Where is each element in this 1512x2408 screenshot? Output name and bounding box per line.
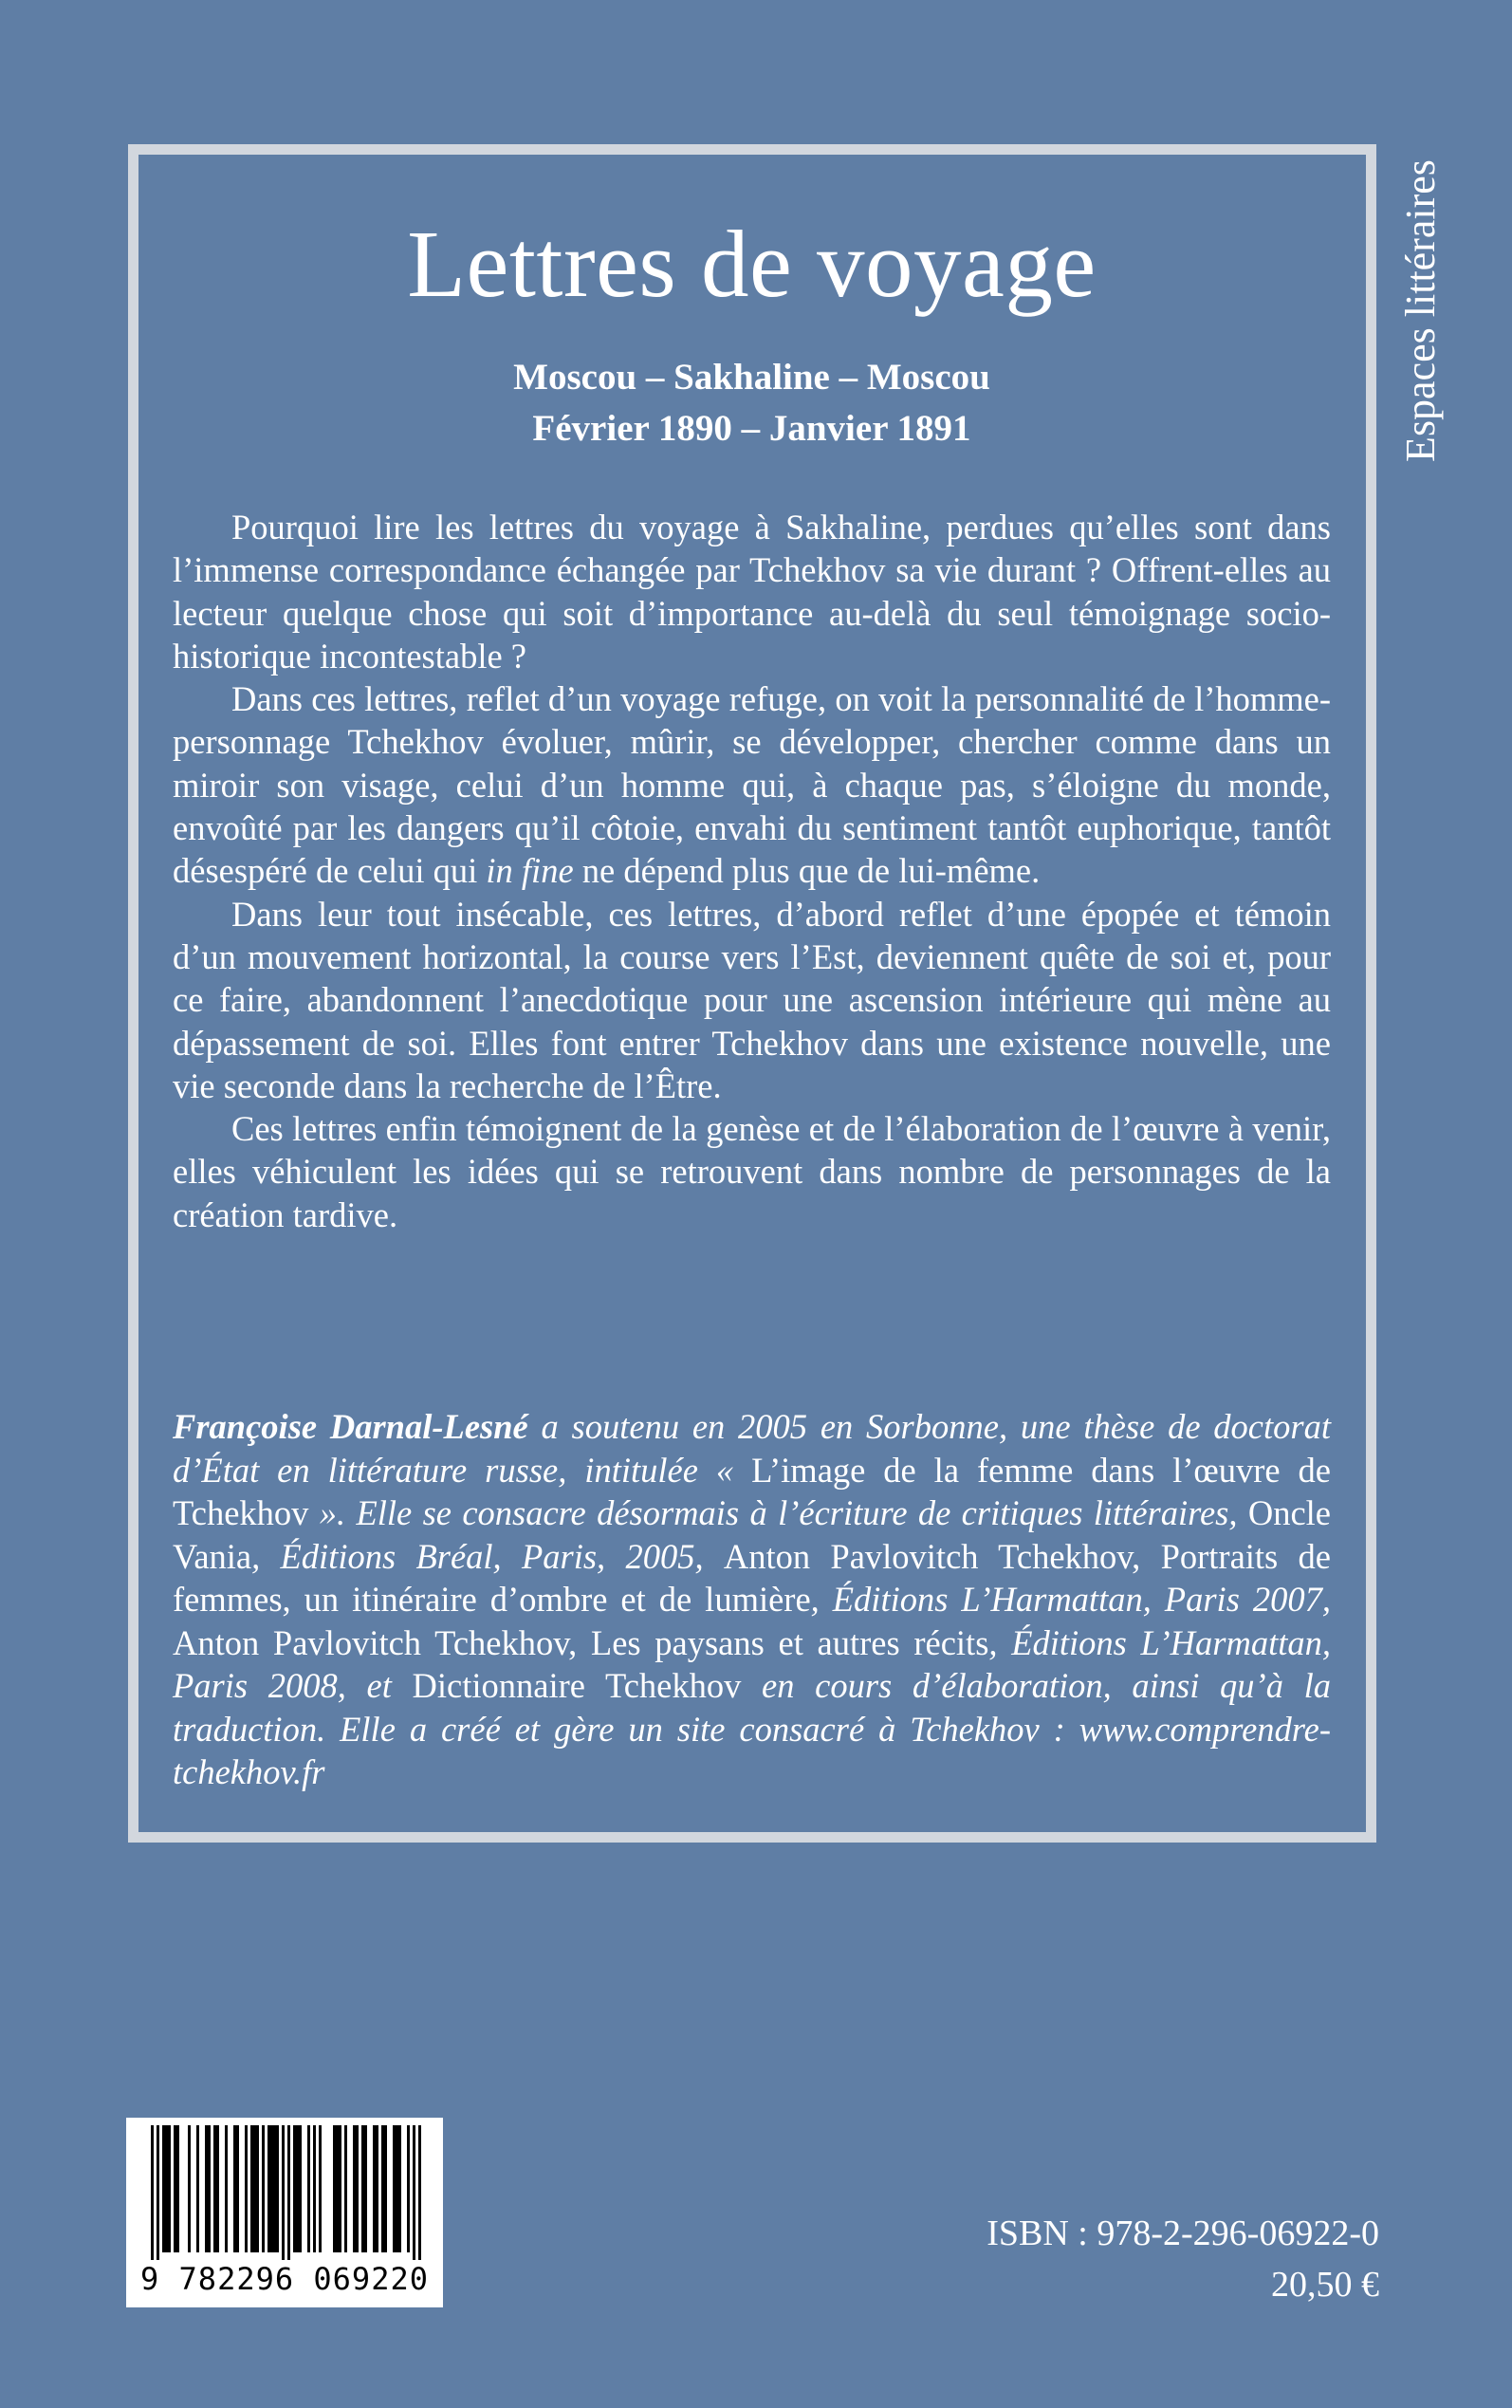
author-bio: Françoise Darnal-Lesné a soutenu en 2005 en Sorbonne, une thèse de doctorat d’État en littérature russe, intitulée « L’image de la femme dans l’œuvre de Tchekhov ». Elle se consacre désormais à l’écriture de critiques littéraires, Oncle Vania, Éditions Bréal, Paris, 2005, Anton Pavlovitch Tchekhov, Portraits de femmes, un itinéraire d’ombre et de lumière, Éditions L’Harmattan, Paris 2007, Anton Pavlovitch Tchekhov, Les paysans et autres récits, Éditions L’Harmattan, Paris 2008, et Dictionnaire Tchekhov en cours d’élaboration, ainsi qu’à la traduction. Elle a créé et gère un site consacré à Tchekhov : www.comprendre-tchekhov.fr [173, 1407, 1332, 1791]
barcode-bar [165, 2125, 168, 2252]
cover-content [173, 155, 1331, 1832]
barcode-bar [196, 2125, 199, 2252]
barcode-bar [176, 2125, 179, 2252]
barcode-bar [361, 2125, 364, 2252]
barcode-bar [364, 2125, 367, 2252]
barcode-bars [136, 2125, 437, 2260]
barcode-bar [236, 2125, 239, 2252]
barcode-bar [339, 2125, 341, 2252]
barcode-bar [413, 2125, 415, 2260]
barcode-bar [373, 2125, 376, 2252]
barcode-bar [174, 2125, 176, 2252]
book-title-3: Anton Pavlovitch Tchekhov, Les paysans et autres récits [173, 1622, 989, 1662]
barcode-bar [188, 2125, 191, 2252]
barcode-bar [250, 2125, 253, 2252]
blurb-paragraph-4: Ces lettres enfin témoignent de la genèse et de l’élaboration de l’œuvre à venir, elles véhiculent les idées qui se retrouvent dans nombre de personnages de la création tardive. [173, 1109, 1331, 1234]
book-title-2: Anton Pavlovitch Tchekhov, Portraits de femmes, un itinéraire d’ombre et de lumière [173, 1536, 1331, 1619]
barcode-bar [253, 2125, 256, 2252]
barcode-bar [333, 2125, 336, 2252]
barcode-bar [157, 2125, 159, 2260]
barcode-bar [418, 2125, 421, 2260]
barcode-bar [162, 2125, 165, 2252]
barcode-bar [262, 2125, 265, 2252]
isbn: ISBN : 978-2-296-06922-0 [986, 2214, 1379, 2253]
barcode-bar [307, 2125, 310, 2252]
barcode-bar [225, 2125, 228, 2252]
barcode-bar [168, 2125, 171, 2252]
barcode-bar [282, 2125, 285, 2260]
barcode-bar [270, 2125, 273, 2252]
barcode-bar [213, 2125, 216, 2252]
barcode-bar [293, 2125, 296, 2252]
author-name: Françoise Darnal-Lesné [173, 1407, 528, 1446]
barcode-bar [287, 2125, 290, 2260]
barcode-bar [356, 2125, 359, 2252]
book-title: Lettres de voyage [407, 211, 1097, 317]
barcode-bar [245, 2125, 248, 2252]
series-name: Espaces littéraires [1397, 159, 1444, 462]
barcode-digits: 9 782296 069220 [140, 2261, 429, 2297]
barcode-bar [233, 2125, 236, 2252]
barcode [126, 2118, 443, 2307]
latin-phrase: in fine [486, 851, 574, 891]
barcode-bar [299, 2125, 302, 2252]
barcode-bar [276, 2125, 279, 2252]
blurb [173, 506, 1331, 1236]
blurb-paragraph-3: Dans leur tout insécable, ces lettres, d’abord reflet d’une épopée et témoin d’un mouvement horizontal, la course vers l’Est, deviennent quête de soi et, pour ce faire, abandonnent l’anecdotique pour une ascension intérieure qui mène au dépassement de soi. Elles font entrer Tchekhov dans une existence nouvelle, une vie seconde dans la recherche de l’Être. [173, 894, 1331, 1105]
barcode-bar [344, 2125, 347, 2252]
thesis-title: L’image de la femme dans l’œuvre de Tchekhov [173, 1450, 1332, 1532]
barcode-bar [273, 2125, 276, 2252]
barcode-bar [393, 2125, 396, 2252]
barcode-bar [407, 2125, 410, 2252]
subtitle-route: Moscou – Sakhaline – Moscou [513, 357, 990, 398]
book-title-1: Oncle Vania [173, 1493, 1331, 1576]
blurb-paragraph-1: Pourquoi lire les lettres du voyage à Sakhaline, perdues qu’elles sont dans l’immense correspondance échangée par Tchekhov sa vie durant ? Offrent-elles au lecteur quelque chose qui soit d’importance au-delà du seul témoignage socio-historique incontestable ? [173, 508, 1331, 676]
barcode-bar [396, 2125, 398, 2252]
barcode-bar [151, 2125, 154, 2260]
blurb-paragraph-2: Dans ces lettres, reflet d’un voyage refuge, on voit la personnalité de l’homme-personnage Tchekhov évoluer, mûrir, se développer, chercher comme dans un miroir son visage, celui d’un homme qui, à chaque pas, s’éloigne du monde, envoûté par les dangers qu’il côtoie, envahi du sentiment tantôt euphorique, tantôt désespéré de celui qui in fine ne dépend plus que de lui-même. [173, 679, 1331, 891]
barcode-bar [256, 2125, 259, 2252]
book-title-4: Dictionnaire Tchekhov [412, 1666, 742, 1705]
price: 20,50 € [1271, 2265, 1379, 2305]
barcode-bar [398, 2125, 401, 2252]
barcode-bar [313, 2125, 316, 2252]
subtitle-dates: Février 1890 – Janvier 1891 [532, 408, 971, 449]
barcode-bar [336, 2125, 339, 2252]
barcode-bar [216, 2125, 219, 2252]
barcode-bar [376, 2125, 378, 2252]
barcode-bar [205, 2125, 208, 2252]
cover-frame [128, 144, 1376, 1843]
barcode-bar [381, 2125, 384, 2252]
barcode-bar [208, 2125, 211, 2252]
barcode-bar [319, 2125, 322, 2252]
barcode-bar [267, 2125, 270, 2252]
barcode-bar [296, 2125, 299, 2252]
barcode-bar [353, 2125, 356, 2252]
barcode-bar [384, 2125, 387, 2252]
